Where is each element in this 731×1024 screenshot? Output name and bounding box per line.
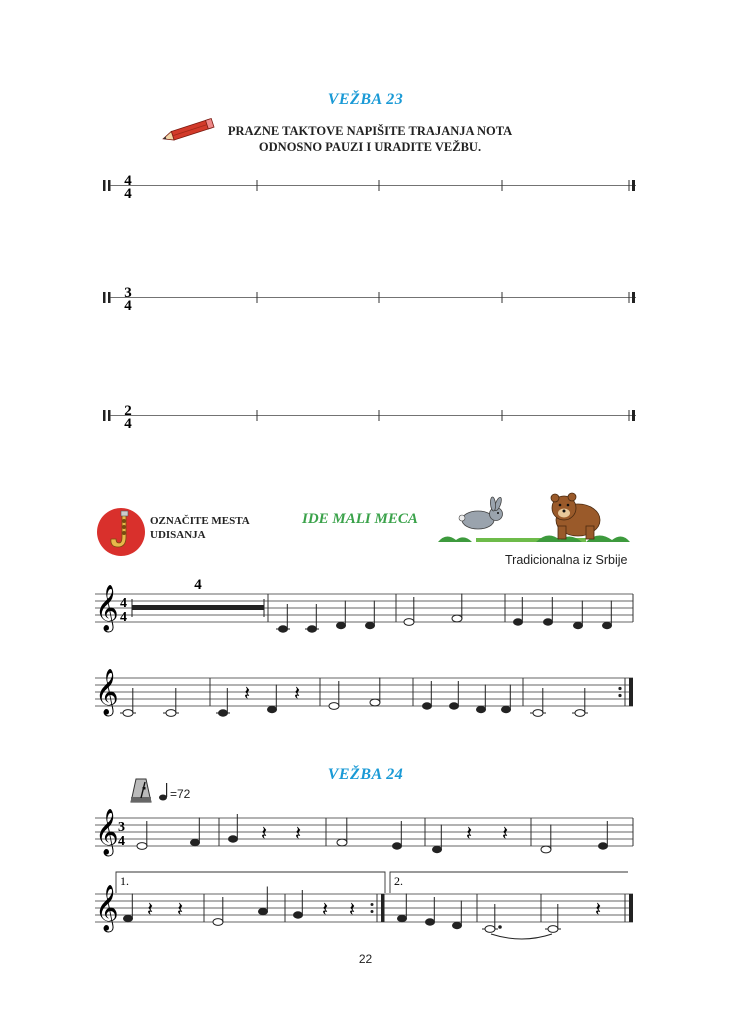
quarter-note-icon <box>158 782 170 802</box>
quarter-rest: 𝄽 <box>177 899 184 921</box>
rhythm-line-1 <box>103 173 636 202</box>
volta-1-bracket <box>116 872 385 893</box>
time-sig-top: 2 <box>124 403 132 419</box>
time-sig-top: 3 <box>124 285 132 301</box>
tempo-value: =72 <box>170 787 191 801</box>
treble-clef: 𝄞 <box>95 669 119 714</box>
time-sig-top: 3 <box>118 820 125 835</box>
time-sig-top: 4 <box>124 173 132 189</box>
instruction-line-1: PRAZNE TAKTOVE NAPIŠITE TRAJANJA NOTA <box>227 124 513 138</box>
time-sig-bottom: 4 <box>124 186 132 202</box>
volta-2-label: 2. <box>394 874 403 888</box>
exercise23-title: VEŽBA 23 <box>327 91 404 108</box>
exercise24-title: VEŽBA 24 <box>327 766 404 783</box>
song-staff-1 <box>95 577 633 633</box>
time-sig-bottom: 4 <box>124 298 132 314</box>
quarter-rest: 𝄽 <box>261 823 268 845</box>
song-title: IDE MALI MECA <box>302 511 418 527</box>
quarter-rest: 𝄽 <box>294 683 301 705</box>
breath-label <box>150 514 250 542</box>
quarter-rest: 𝄽 <box>466 823 473 845</box>
quarter-rest: 𝄽 <box>595 899 602 921</box>
time-sig-bottom: 4 <box>124 416 132 432</box>
volta-1-label: 1. <box>120 874 129 888</box>
time-sig-bottom: 4 <box>120 610 127 625</box>
exercise24-staff-1 <box>95 809 633 857</box>
rhythm-line-2 <box>103 285 636 314</box>
tie <box>491 934 552 939</box>
rhythm-line-3 <box>103 403 636 432</box>
quarter-rest: 𝄽 <box>322 899 329 921</box>
instruction-line-2: ODNOSNO PAUZI I URADITE VEŽBU. <box>258 140 482 154</box>
multirest-bar <box>132 605 264 610</box>
time-sig-bottom: 4 <box>118 834 125 849</box>
metronome-icon <box>130 778 152 804</box>
exercise24-staff-2 <box>95 872 633 939</box>
quarter-rest: 𝄽 <box>147 899 154 921</box>
time-sig-top: 4 <box>120 596 127 611</box>
rhythm-lines <box>0 0 731 460</box>
breath-label-line-1: OZNAČITE MESTA <box>150 515 250 527</box>
saxophone-badge-icon <box>96 507 146 557</box>
song-staff-2 <box>95 669 633 717</box>
page-number: 22 <box>358 952 373 966</box>
quarter-rest: 𝄽 <box>295 823 302 845</box>
quarter-rest: 𝄽 <box>502 823 509 845</box>
multirest-count: 4 <box>194 577 202 593</box>
quarter-rest: 𝄽 <box>244 683 251 705</box>
song-credit: Tradicionalna iz Srbije <box>505 553 628 567</box>
treble-clef: 𝄞 <box>95 809 119 854</box>
music-staves <box>0 570 731 950</box>
treble-clef: 𝄞 <box>95 885 119 930</box>
breath-label-line-2: UDISANJA <box>150 529 206 541</box>
quarter-rest: 𝄽 <box>349 899 356 921</box>
treble-clef: 𝄞 <box>95 585 119 630</box>
volta-2-bracket <box>390 872 628 893</box>
rabbit-bear-illustration <box>436 490 632 548</box>
